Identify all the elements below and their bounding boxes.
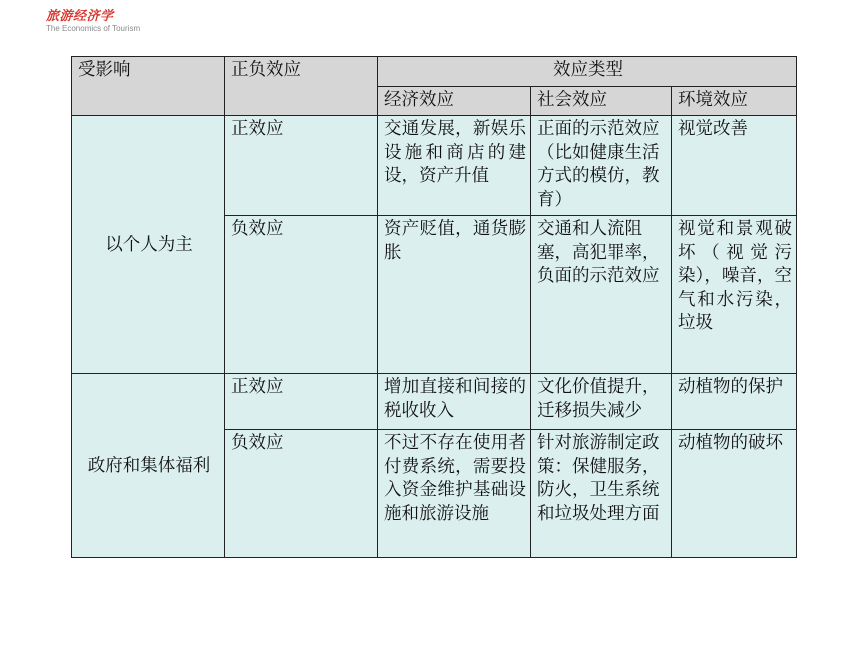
cell-social: 正面的示范效应（比如健康生活方式的模仿，教育） xyxy=(531,116,672,216)
cell-social: 针对旅游制定政策：保健服务，防火，卫生系统和垃圾处理方面 xyxy=(531,430,672,558)
cell-effect: 负效应 xyxy=(225,216,378,374)
header-affected: 受影响 xyxy=(72,57,225,116)
cell-economic: 增加直接和间接的税收收入 xyxy=(378,374,531,430)
header-effect-type: 效应类型 xyxy=(378,57,797,87)
cell-effect: 负效应 xyxy=(225,430,378,558)
logo-title: 旅游经济学 xyxy=(46,9,114,24)
logo-subtitle: The Economics of Tourism xyxy=(46,24,141,33)
cell-environmental: 动植物的破坏 xyxy=(672,430,797,558)
cell-economic: 不过不存在使用者付费系统，需要投入资金维护基础设施和旅游设施 xyxy=(378,430,531,558)
cell-environmental: 动植物的保护 xyxy=(672,374,797,430)
header-effect: 正负效应 xyxy=(225,57,378,116)
group-label-government: 政府和集体福利 xyxy=(72,374,225,558)
cell-effect: 正效应 xyxy=(225,374,378,430)
header-social: 社会效应 xyxy=(531,87,672,116)
cell-effect: 正效应 xyxy=(225,116,378,216)
logo xyxy=(46,10,140,34)
cell-economic: 交通发展，新娱乐设施和商店的建设，资产升值 xyxy=(378,116,531,216)
cell-social: 交通和人流阻塞，高犯罪率，负面的示范效应 xyxy=(531,216,672,374)
cell-economic: 资产贬值，通货膨胀 xyxy=(378,216,531,374)
tourism-effects-table xyxy=(71,56,797,558)
group-label-individual: 以个人为主 xyxy=(72,116,225,374)
cell-environmental: 视觉和景观破坏（视觉污染），噪音，空气和水污染，垃圾 xyxy=(672,216,797,374)
header-economic: 经济效应 xyxy=(378,87,531,116)
header-environmental: 环境效应 xyxy=(672,87,797,116)
cell-social: 文化价值提升，迁移损失减少 xyxy=(531,374,672,430)
cell-environmental: 视觉改善 xyxy=(672,116,797,216)
